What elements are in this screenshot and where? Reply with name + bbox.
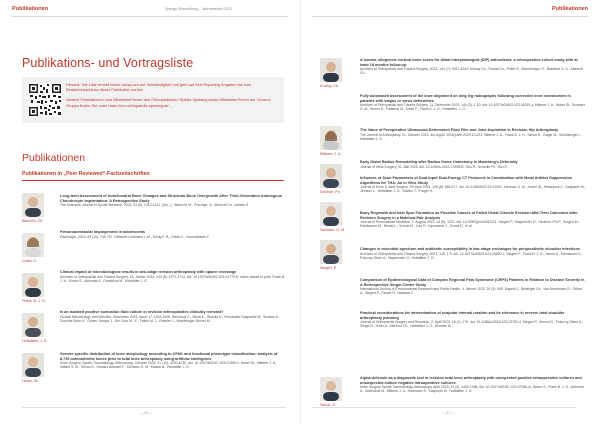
publication-citation: Archives of Orthopaedic and Trauma Surgery, 2023, 143 (7): 4037-4044. Krusny Ch., Rudda Ch., Prikrit S., Steudlmayer G., Boeckert G. U., Albrecht Ch. [360, 67, 584, 76]
qr-code-icon[interactable] [28, 83, 62, 117]
publication-title: Alpha-defensin as a diagnostic tool in revision total knee arthroplasty with unexpected positive intraoperative cultures and unsuspected culture negative intraoperative cultures [360, 376, 582, 385]
publication-title: Practical considerations for determination of scapular internal rotation and its relevance in reverse total shoulder arthroplasty planning [360, 311, 565, 320]
publication-citation: Knee Surgery Sports Traumatology Arthroscopy, April 2023: 31 (4): 1452-1458. doi: 10.1007/s00167-022-07346-w. Simon S., Frank B. J. H., Aichmair A., Dominkus M., Mitterer J. A., Hartmann S., Kasparek M., Hofstätter J. G. [360, 385, 584, 394]
author-photo [22, 353, 44, 377]
publication-citation: Journal of Personalized Medicine, 1. August 2023, 13 (8): 1221. doi: 10.3390/jpm13081221. Siegert P., Mayerhofer D., Heubner-Pfü P., Siegert M., Edelbacher M., Riedel L., Schulz M., Lutz R., Kipuwener J., Scholl R., et al. [360, 220, 580, 229]
notice-paragraph-1: Hinweis: Die Liste erhebt keinen Anspruch auf Vollständigkeit und geht auf Self-Reporting Angaben bis zum Redaktionsschluss dieser Publikation zurück. [66, 82, 251, 93]
publication-title: Comparison of Epidemiological Data of Complex Regional Pain Syndrome (CRPS) Patients in Relation to Disease Severity in A Retrospective Single-Center Study [360, 278, 585, 287]
author-name: Siegert, P. [320, 266, 337, 270]
author-name: Chiari, C. [22, 259, 38, 263]
author-name: Hofstätter, J. G. [22, 339, 48, 343]
publication-title: Clinical impact of microbiological results in two-stage revision arthroplasty with spacer exchange [60, 270, 237, 274]
publication-citation: Archives of Orthopaedic and Trauma Surgery, 23, Jänner 2023, 143 (8): 4707-4714, doi: 10.1007/s00402-023-04779-5: online ahead of print. Frank B. J. H., Simon S., Aichmair A., Dominkus M., Hofstätter J. G. [60, 274, 286, 283]
publication-citation: Archives of Orthopaedic and Trauma Surgery, 2023, 143: 1-9. doi: 10.1007/s00402-023-04600-7. Siegert P., Frank B. J. H., Simon S., Aibmauser G., Pokorny-Olsen A., Mayerhofer D., Hofstätter J. G. [360, 251, 583, 260]
publication-title: Early Distal Radius Remodeling after Radius Dome Osteotomy in Madelung's Deformity [360, 160, 518, 164]
author-photo [22, 233, 44, 257]
publication-title: The Value of Preoperative Ultrasound-Determined Fluid Film and Joint Aspiration in Revision Hip Arthroplasty [360, 128, 559, 132]
publication-citation: Clinical Microbiology and Infection, November 2023, Issue 17: 1003-1006. Reindaus C., Mirza K., Hintolla K., Fernandes Szapanhe M., Sostaro A., Doscrée Brion V., Grimm Jampol J., Del Curo M., E., Fallen M. J., Dreisler J., Wohlfsurger-Bahrer M. [60, 314, 280, 323]
author-name: Simon, S. [320, 403, 336, 407]
publication-title: A human, allogeneic cortical bone screw for distal interphalangeal (DIP) arthrodesis: a retrospective cohort study with at least 18 months follow-up [360, 58, 578, 67]
subsection-title: Publikationen in „Peer Reviewed“-Fachzeitschriften [22, 171, 150, 177]
notice-text [66, 82, 280, 113]
publication-entry [60, 310, 286, 323]
author-name: Mitterer, J. A. [320, 152, 342, 156]
publication-citation: Archives of Orthopaedic and Trauma Surgery, 11. Dezember 2023, 144 (3): 1-10. doi: 10.1007/s00402-023-05151-y. Mitterer J. A., Huber St., Schwarz G. M., Simon S., Pallamar M., Kloke F., Frank B. J. H., Hofstätter, J. G. [360, 103, 586, 112]
publication-citation: Journal of Wrist Surgery, 31. Mai 2023, doi: 10.1055/s-0043-1769832. Rus R., Schedle Ph., Sizi S. [360, 164, 508, 169]
publication-entry [360, 58, 586, 76]
page-number-left: — 46 — [140, 411, 153, 415]
publication-title: Bony Regrowth and New Spur Formation as Possible Causes of Failed Distal Clavicle Excision-Mid-Term Outcomes after Revision Surgery in a Matched-Pair Analysis [360, 211, 578, 220]
publication-entry [60, 270, 286, 283]
publication-entry [360, 94, 586, 112]
header-mid-label: Spenglr-Entwedbrug – Jahresbericht 2023 [165, 7, 233, 11]
author-photo [320, 240, 342, 264]
publication-title: Changes in microbial spectrum and antibiotic susceptibility in two-stage exchanges for periprosthetic shoulder infections [360, 247, 581, 251]
author-photo [22, 273, 44, 297]
author-name: Frank, B. J. H. [22, 299, 46, 303]
page-number-right: — 47 — [442, 411, 455, 415]
author-photo [320, 377, 342, 401]
publication-citation: The Journal of Arthroplasty, 21. Oktober 2023, doi.org/10.1016/j.arth.2023.10.023. Mitterer J. A., Frank B. J. H., Simon S., Gager M., Schöfberger L., Hofstätter J. G. [360, 132, 583, 141]
footer-rule-right [312, 407, 576, 408]
publication-citation: International Journal of Environmental Research and Public Health, 4. Jänner 2023, 20 (2): 946. Dapedl J., Beisinger Ch., Von Armstroem R., Orlina A., Siegert P., Paunir H., Nakawa T. [360, 287, 582, 296]
notice-paragraph-2: Weitere Publikationen vom Mitarbeiter*innen des Orthopädischen Spitals Speising sowie Mitarbeiter*innen der Vinzenz Gruppe finden Sie unter https://xxx.orthopaedie-speising.at/... [66, 97, 271, 108]
publication-citation: Journal of Orthopaedic Surgery and Research, 2. April 2023, 18 (1): 279. doi: 10.1186/s13018-023-03763-4. Siegert P., Moroni D., Pokorny-Olsen A., Siegel D., Hofer A., Albrecht Ch., Hofstätter J. G., Wunder M. [360, 320, 584, 329]
publication-entry [360, 311, 586, 329]
page-title: Publikations- und Vortragsliste [22, 56, 194, 70]
page-gutter [300, 0, 301, 424]
publication-title: Long-term Assessment of Subchondral Bone Changes and Structural Bone Overgrowth After Third-Generation Autologous Chondrocyte Implantation: A Retrospective Study [60, 194, 282, 203]
publication-title: Gender specific distribution of knee morphology according to CPAK and functional phenotype classification: analysis of 8,739 osteoarthritic knees prior to total knee arthroplasty using artificial intelligence [60, 352, 278, 361]
publication-entry [60, 230, 286, 239]
header-right-label: Publikationen [551, 6, 588, 12]
header-rule-right [312, 16, 588, 17]
publication-entry [360, 160, 586, 169]
author-name: Krusny, Ch. [320, 84, 339, 88]
publication-entry [360, 278, 586, 296]
header-left-label: Publikationen [12, 6, 49, 12]
author-name: Schedle, Ph. [320, 190, 341, 194]
author-photo [320, 164, 342, 188]
publication-citation: Journal of Knee & Joint Surgery, 7th April 2023, 105 (8): 565-577. doi: 10.2106/JBJS.22.01002. Schwarz G. M., Huber St., Wassipaul C., Kasparek M., Jirmann L., Hofstätter J. G., Stadler T., Prager H. [360, 185, 586, 194]
publication-entry [60, 194, 286, 207]
author-name: Albrecht, Ch. [22, 219, 44, 223]
publication-title: Fully automated assessment of the knee alignment on long leg radiographs following corrective knee osteotomies in patients with valgus or varus deformities [360, 94, 571, 103]
author-photo [22, 313, 44, 337]
publication-entry [360, 247, 586, 260]
notice-box [22, 77, 284, 123]
publication-entry [360, 376, 586, 394]
author-photo [22, 193, 44, 217]
footer-rule-left [22, 407, 286, 408]
author-name: Schwarz, G. M. [320, 228, 346, 232]
publication-citation: The American Journal of Sports Medicine, 2023, 51 (6): 1412-1421. [doi...] · Albrecht, M., Fraxinge, S., Albrecht Ch., Aebele S. [60, 203, 250, 208]
section-title: Publikationen [22, 152, 86, 164]
header-rule-left [12, 16, 288, 17]
author-name: Huber, St. [22, 379, 39, 383]
author-photo [320, 202, 342, 226]
publication-citation: Radiologie, 2023, 63 (10): 749-757. Nöbauer-Huhmann I.-M., König F. R., Chiari C., Schmidmeier F. [60, 234, 210, 239]
publication-title: Influence of Scan Parameters of Dual-Input Dual-Energy CT Protocols in Combination with Metal Artifact Suppression Algorithms for THA: An in Vitro Study [360, 176, 573, 185]
author-photo [320, 58, 342, 82]
publication-entry [360, 128, 586, 141]
subsection-rule [22, 180, 284, 181]
publication-entry [60, 352, 286, 370]
publication-citation: Knee Surgery, Sports Traumatology, Arthroscopy, October 2023, 31 (10): 4220-4230, doi: 10.1007/s00167-023-07459-z. Huber St., Mitterer J. A., Vallant S. M., Simon S., Hanak-Hammerl F., Schwarz G. M., Klasan A., Hofstätter J. G. [60, 361, 277, 370]
publication-entry [360, 176, 586, 194]
publication-entry [360, 211, 586, 229]
author-photo [320, 126, 342, 150]
publication-title: Femoroacetabular Impingement in adolescents [60, 230, 146, 234]
publication-title: Is an isolated positive sonication fluid culture in revision arthroplasties clinically relevant? [60, 310, 224, 314]
